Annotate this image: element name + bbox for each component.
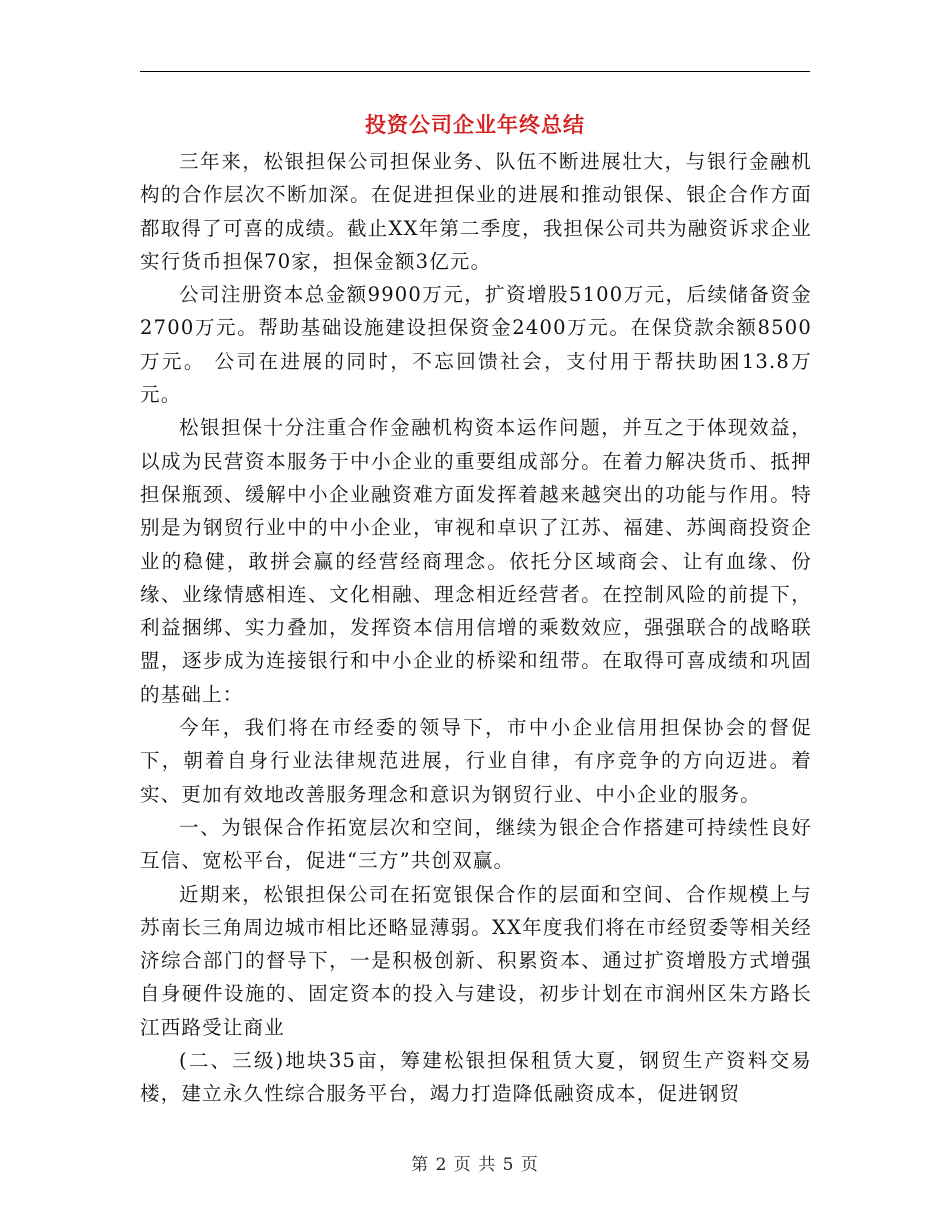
paragraph-1: 三年来，松银担保公司担保业务、队伍不断进展壮大，与银行金融机构的合作层次不断加深。在促进担保业的进展和推动银保、银企合作方面都取得了可喜的成绩。截止XX年第二季度，我担保公司共为融资诉求企业实行货币担保70家，担保金额3亿元。 — [140, 150, 812, 273]
paragraph-6: 近期来，松银担保公司在拓宽银保合作的层面和空间、合作规模上与苏南长三角周边城市相比还略显薄弱。XX年度我们将在市经贸委等相关经济综合部门的督导下，一是积极创新、积累资本、通过扩资增股方式增强自身硬件设施的、固定资本的投入与建设，初步计划在市润州区朱方路长江西路受让商业 — [140, 882, 812, 1039]
header-rule — [140, 71, 810, 72]
paragraph-5: 一、为银保合作拓宽层次和空间，继续为银企合作搭建可持续性良好互信、宽松平台，促进“三方”共创双赢。 — [140, 815, 812, 873]
document-body — [140, 145, 812, 1111]
page-number-footer: 第 2 页 共 5 页 — [411, 1155, 539, 1175]
paragraph-7: (二、三级)地块35亩，筹建松银担保租赁大夏，钢贸生产资料交易楼，建立永久性综合服务平台，竭力打造降低融资成本，促进钢贸 — [140, 1049, 812, 1106]
paragraph-2: 公司注册资本总金额9900万元，扩资增股5100万元，后续储备资金2700万元。帮助基础设施建设担保资金2400万元。在保贷款余额8500万元。 公司在进展的同时，不忘回馈社会，支付用于帮扶助困13.8万元。 — [140, 283, 812, 407]
paragraph-3: 松银担保十分注重合作金融机构资本运作问题，并互之于体现效益，以成为民营资本服务于中小企业的重要组成部分。在着力解决货币、抵押担保瓶颈、缓解中小企业融资难方面发挥着越来越突出的功能与作用。特别是为钢贸行业中的中小企业，审视和卓识了江苏、福建、苏闽商投资企业的稳健，敢拼会赢的经营经商理念。依托分区域商会、让有血缘、份缘、业缘情感相连、文化相融、理念相近经营者。在控制风险的前提下，利益捆绑、实力叠加，发挥资本信用信增的乘数效应，强强联合的战略联盟，逐步成为连接银行和中小企业的桥梁和纽带。在取得可喜成绩和巩固的基础上： — [140, 416, 812, 706]
paragraph-4: 今年，我们将在市经委的领导下，市中小企业信用担保协会的督促下，朝着自身行业法律规范进展，行业自律，有序竞争的方向迈进。着实、更加有效地改善服务理念和意识为钢贸行业、中小企业的服务。 — [140, 716, 812, 806]
document-title: 投资公司企业年终总结 — [365, 113, 585, 137]
